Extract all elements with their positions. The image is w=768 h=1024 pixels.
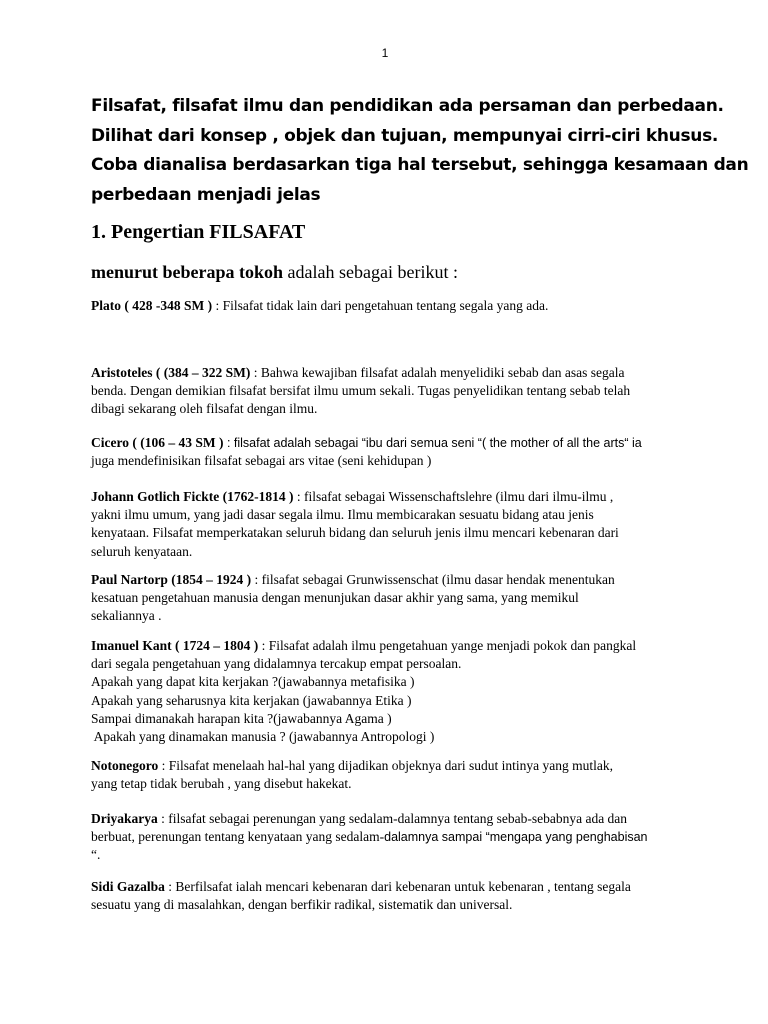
subtitle-bold: menurut beberapa tokoh [91, 262, 284, 282]
entry-name: Sidi Gazalba [91, 879, 165, 894]
entry-name: Plato ( 428 -348 SM ) [91, 298, 213, 313]
entry-text: : filsafat adalah sebagai “ibu dari semua seni “( the mother of all the arts“ ia [223, 436, 642, 450]
entry-gazalba [91, 878, 679, 914]
entry-text: : Filsafat menelaah hal-hal yang dijadikan objeknya dari sudut intinya yang mutlak, [158, 758, 614, 773]
document-heading [91, 92, 749, 210]
section-subtitle [91, 262, 458, 283]
entry-text: yakni ilmu umum, yang jadi dasar segala ilmu. Ilmu membicarakan sesuatu bidang atau jenis [91, 507, 594, 523]
entry-name: Johann Gotlich Fickte (1762-1814 ) [91, 489, 294, 504]
entry-notonegoro [91, 757, 679, 793]
entry-text: kesatuan pengetahuan manusia dengan menunjukan dasar akhir yang sama, yang memikul [91, 590, 579, 606]
entry-name: Aristoteles ( (384 – 322 SM) [91, 365, 251, 380]
entry-text: : filsafat sebagai Grunwissenschat (ilmu dasar hendak menentukan [251, 572, 615, 587]
entry-text: kenyataan. Filsafat memperkatakan seluruh bidang dan seluruh jenis ilmu mencari kebenaran dari [91, 525, 619, 541]
entry-kant [91, 637, 679, 746]
entry-text: juga mendefinisikan filsafat sebagai ars vitae (seni kehidupan ) [91, 453, 432, 469]
entry-text: : filsafat sebagai Wissenschaftslehre (ilmu dari ilmu-ilmu , [293, 489, 614, 504]
entry-text: yang tetap tidak berubah , yang disebut hakekat. [91, 776, 352, 792]
entry-plato [91, 297, 679, 315]
page-number: 1 [381, 46, 389, 60]
heading-line: Filsafat, filsafat ilmu dan pendidikan ada persaman dan perbedaan. [91, 96, 724, 116]
entry-text: berbuat, perenungan tentang kenyataan yang sedalam- [91, 829, 385, 845]
heading-line: Coba dianalisa berdasarkan tiga hal tersebut, sehingga kesamaan dan [91, 155, 749, 175]
entry-name: Notonegoro [91, 758, 159, 773]
entry-name: Cicero ( (106 – 43 SM ) [91, 435, 224, 450]
entry-text: sekaliannya . [91, 608, 162, 624]
heading-line: Dilihat dari konsep , objek dan tujuan, mempunyai cirri-ciri khusus. [91, 125, 719, 146]
entry-aristoteles [91, 364, 679, 419]
entry-text: : Berfilsafat ialah mencari kebenaran dari kebenaran untuk kebenaran , tentang segala [164, 879, 631, 894]
entry-text: benda. Dengan demikian filsafat bersifat ilmu umum sekali. Tugas penyelidikan tentang sebab telah [91, 383, 631, 399]
subtitle-rest: adalah sebagai berikut : [283, 262, 458, 282]
entry-driyakarya [91, 810, 679, 865]
entry-text: Sampai dimanakah harapan kita ?(jawabannya Agama ) [91, 710, 392, 726]
entry-cicero [91, 434, 679, 470]
entry-name: Driyakarya [91, 811, 158, 826]
entry-nartorp [91, 571, 679, 626]
entry-text: dibagi sekarang oleh filsafat dengan ilmu. [91, 401, 318, 417]
entry-fickte [91, 488, 679, 561]
entry-text: dalamnya sampai “mengapa yang penghabisan [384, 830, 648, 845]
entry-text: : filsafat sebagai perenungan yang sedalam-dalamnya tentang sebab-sebabnya ada dan [157, 811, 628, 826]
heading-line: perbedaan menjadi jelas [91, 184, 321, 205]
entry-text: Apakah yang seharusnya kita kerjakan (jawabannya Etika ) [91, 692, 412, 708]
section-title: 1. Pengertian FILSAFAT [91, 221, 306, 243]
entry-text: : Bahwa kewajiban filsafat adalah menyelidiki sebab dan asas segala [250, 365, 625, 380]
entry-text: : Filsafat tidak lain dari pengetahuan tentang segala yang ada. [212, 298, 549, 313]
entry-name: Paul Nartorp (1854 – 1924 ) [91, 572, 252, 587]
entry-text: seluruh kenyataan. [91, 543, 193, 559]
entry-text: dari segala pengetahuan yang didalamnya tercakup empat persoalan. [91, 656, 462, 672]
entry-text: Apakah yang dinamakan manusia ? (jawabannya Antropologi ) [91, 729, 435, 745]
entry-name: Imanuel Kant ( 1724 – 1804 ) [91, 638, 259, 653]
entry-text: Apakah yang dapat kita kerjakan ?(jawabannya metafisika ) [91, 674, 415, 690]
entry-text: sesuatu yang di masalahkan, dengan berfikir radikal, sistematik dan universal. [91, 897, 513, 913]
entry-text: “. [91, 847, 101, 863]
entry-text: : Filsafat adalah ilmu pengetahuan yange menjadi pokok dan pangkal [258, 638, 637, 653]
